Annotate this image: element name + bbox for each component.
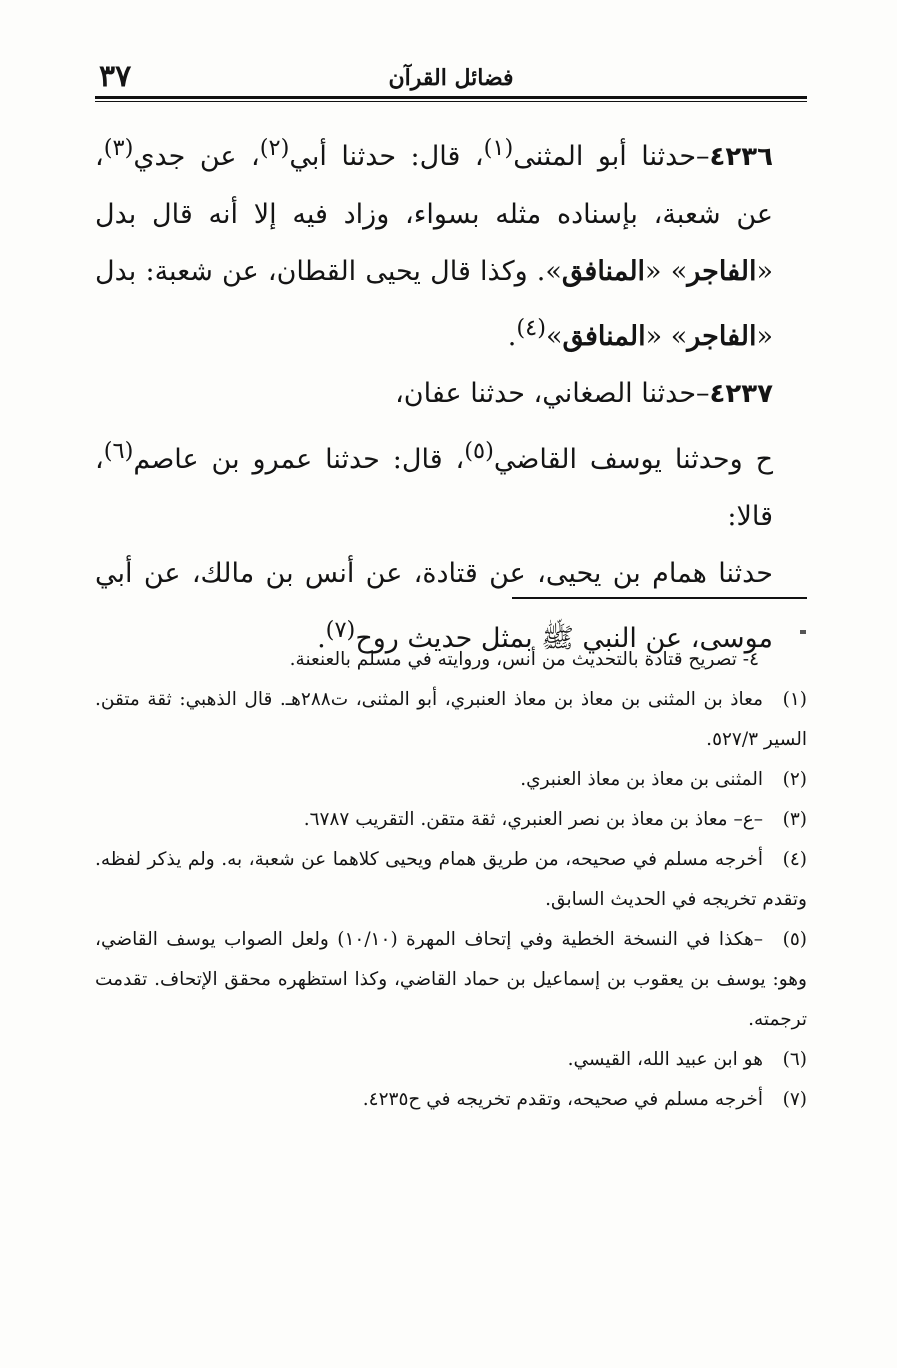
running-title: فضائل القرآن (388, 65, 514, 91)
footnote-separator (512, 597, 807, 599)
page-header (95, 59, 807, 94)
hadith-number: ٤٢٣٧ (709, 379, 773, 409)
header-rule-thick (95, 96, 807, 99)
page-number: ٣٧ (99, 59, 132, 94)
footnote-ref: (٥) (464, 438, 494, 464)
footnote-ref: (٧) (325, 617, 356, 643)
footnote-continuation: ٤- تصريح قتادة بالتحديث من أنس، وروايته في مسلم بالعنعنة. (289, 649, 759, 670)
footnote-7: (٧)أخرجه مسلم في صحيحه، وتقدم تخريجه في ح٤٢٣٥. (362, 1089, 807, 1110)
emphasis-word: الفاجر (687, 256, 757, 287)
hadith-4236: ٤٢٣٦–حدثنا أبو المثنى$^{(١)}$، قال: حدثنا أبي$^{(٢)}$، عن جدي$^{(٣)}$، عن شعبة، بإسناده مثله بسواء، وزاد فيه إلا أنه قال بدل «الفاجر» «المنافق». وكذا قال يحيى القطان، عن شعبة: بدل «الفاجر» «المنافق»$^{(٤)}$. (95, 135, 773, 352)
footnote-5: (٥)–هكذا في النسخة الخطية وفي إتحاف المهرة (١٠/١٠) ولعل الصواب يوسف القاضي، وهو: يوسف بن يعقوب بن إسماعيل بن حماد القاضي، وكذا استظهره محقق الإتحاف. تقدمت ترجمته. (95, 929, 807, 1030)
footnote-ref: (٣) (103, 135, 134, 161)
footnote-ref: (٢) (259, 135, 290, 161)
footnote-marker (800, 630, 806, 634)
footnotes (95, 640, 807, 1120)
header-rule-thin (95, 101, 807, 102)
footnote-1: (١)معاذ بن المثنى بن معاذ بن معاذ العنبري، أبو المثنى، ت٢٨٨هـ. قال الذهبي: ثقة متقن. السير ٥٢٧/٣. (95, 689, 807, 750)
emphasis-word: الفاجر (687, 321, 757, 352)
footnote-ref: (١) (483, 135, 514, 161)
footnote-6: (٦)هو ابن عبيد الله، القيسي. (567, 1049, 807, 1070)
footnote-2: (٢)المثنى بن معاذ بن معاذ العنبري. (520, 769, 807, 790)
emphasis-word: المنافق (561, 256, 646, 287)
hadith-number: ٤٢٣٦ (709, 142, 773, 172)
footnote-ref: (٦) (103, 438, 134, 464)
main-text (95, 120, 807, 667)
footnote-3: (٣)–ع– معاذ بن معاذ بن نصر العنبري، ثقة متقن. التقريب ٦٧٨٧. (303, 809, 807, 830)
hadith-4237: ٤٢٣٧–حدثنا الصغاني، حدثنا عفان، (395, 378, 773, 409)
emphasis-word: المنافق (562, 321, 646, 352)
matn-paragraph: حدثنا همام بن يحيى، عن قتادة، عن أنس بن مالك، عن أبي موسى، عن النبي ﷺ بمثل حديث روح$^{(٧)}$. (95, 558, 773, 654)
isnad-paragraph: ح وحدثنا يوسف القاضي$^{(٥)}$، قال: حدثنا عمرو بن عاصم$^{(٦)}$، قالا: (95, 438, 773, 532)
footnote-ref: (٤) (516, 315, 546, 341)
footnote-4: (٤)أخرجه مسلم في صحيحه، من طريق همام ويحيى كلاهما عن شعبة، به. ولم يذكر لفظه. وتقدم تخريجه في الحديث السابق. (95, 849, 807, 910)
